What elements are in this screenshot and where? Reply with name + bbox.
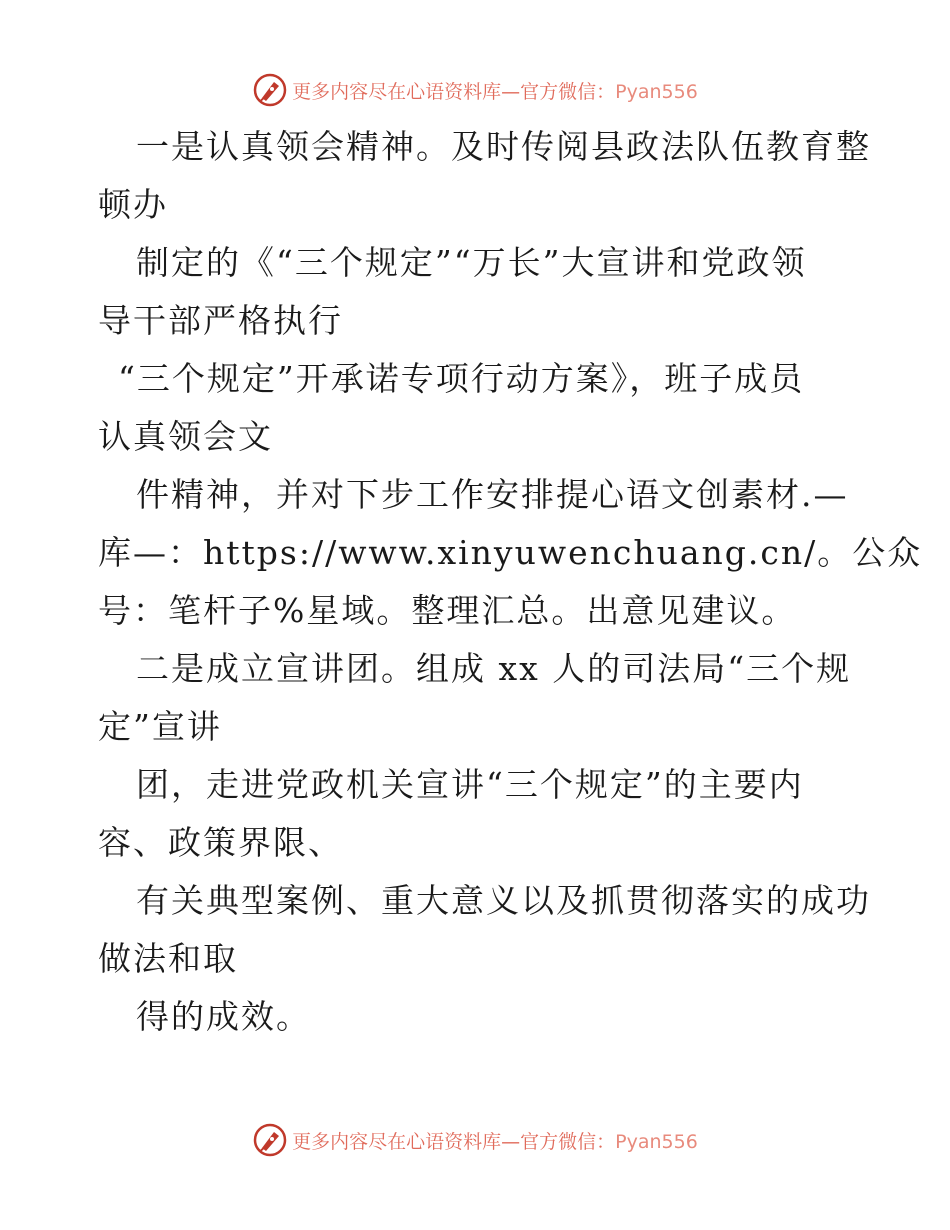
body-line: 得的成效。 xyxy=(136,997,311,1036)
body-line: 容、政策界限、 xyxy=(98,823,343,862)
pen-nib-logo-icon xyxy=(252,72,288,108)
body-line: 一是认真领会精神。及时传阅县政法队伍教育整 xyxy=(136,127,871,166)
body-line: 做法和取 xyxy=(98,939,238,978)
header-banner-text: 更多内容尽在心语资料库—官方微信：Pyan556 xyxy=(292,80,698,103)
body-line: 号：笔杆子%星域。整理汇总。出意见建议。 xyxy=(98,591,797,630)
body-line: 制定的《“三个规定”“万长”大宣讲和党政领 xyxy=(136,243,807,282)
body-line: 二是成立宣讲团。组成 xx 人的司法局“三个规 xyxy=(136,649,852,688)
pen-nib-logo-icon xyxy=(252,1122,288,1158)
document-body xyxy=(98,118,923,1046)
footer-banner xyxy=(0,1120,950,1160)
header-banner-account: Pyan556 xyxy=(615,80,698,103)
body-line: 件精神，并对下步工作安排提心语文创素材.— xyxy=(136,475,849,514)
header-banner xyxy=(0,70,950,110)
body-line: 认真领会文 xyxy=(98,417,273,456)
footer-banner-text: 更多内容尽在心语资料库—官方微信：Pyan556 xyxy=(292,1130,698,1153)
body-line: 库—：https://www.xinyuwenchuang.cn/。公众 xyxy=(98,533,923,572)
body-line: 团，走进党政机关宣讲“三个规定”的主要内 xyxy=(136,765,804,804)
body-line: “三个规定”开承诺专项行动方案》，班子成员 xyxy=(118,359,805,398)
footer-banner-account: Pyan556 xyxy=(615,1130,698,1153)
body-line: 有关典型案例、重大意义以及抓贯彻落实的成功 xyxy=(136,881,871,920)
body-line: 导干部严格执行 xyxy=(98,301,343,340)
body-line: 定”宣讲 xyxy=(98,707,222,746)
body-line: 顿办 xyxy=(98,185,168,224)
